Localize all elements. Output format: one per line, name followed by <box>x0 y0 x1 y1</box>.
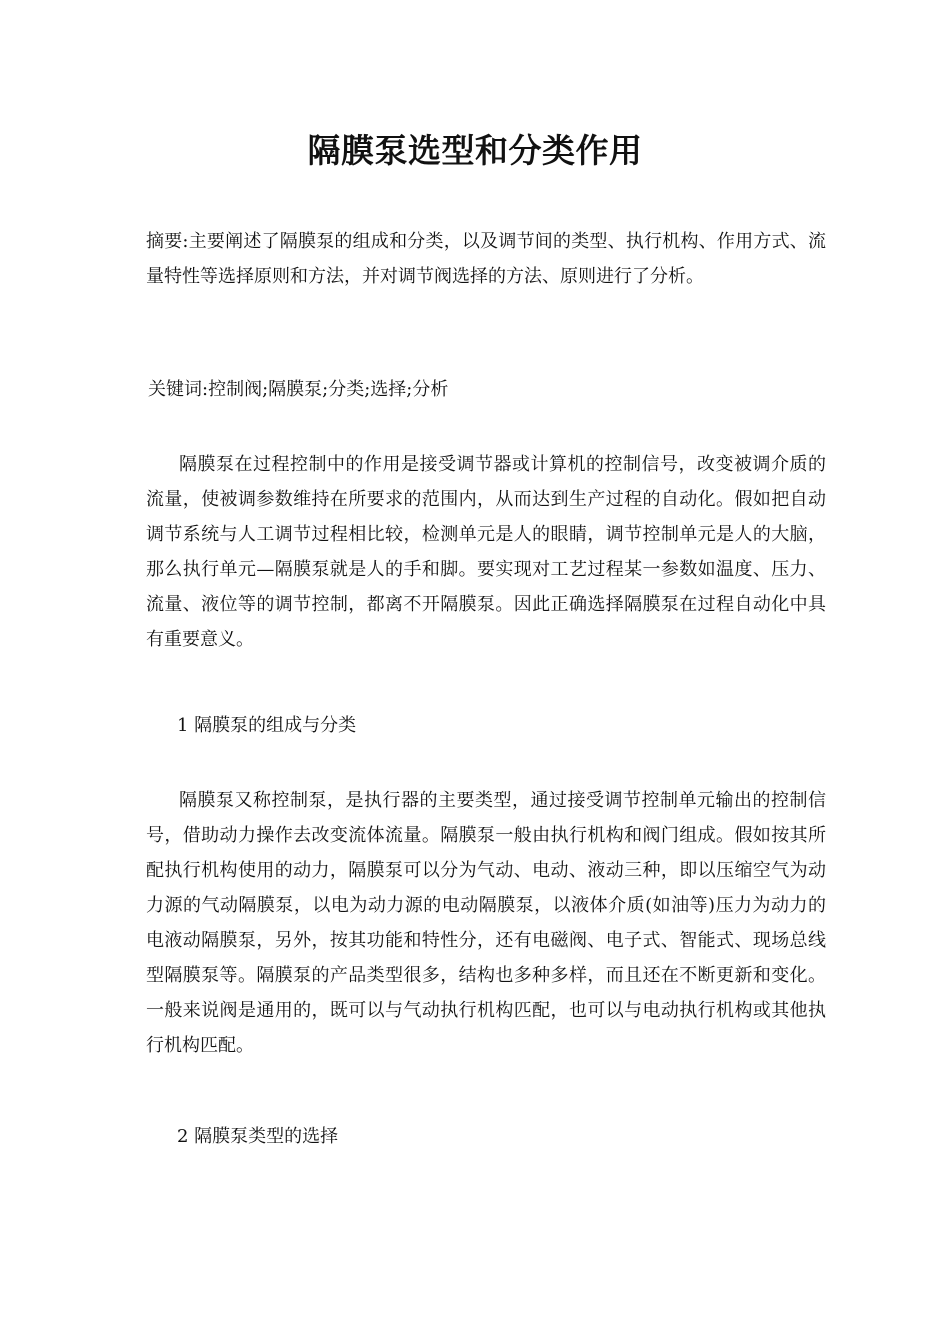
abstract-paragraph: 摘要:主要阐述了隔膜泵的组成和分类，以及调节间的类型、执行机构、作用方式、流量特性等选择原则和方法，并对调节阀选择的方法、原则进行了分析。 <box>146 231 826 287</box>
section-2-heading: 2 隔膜泵类型的选择 <box>177 1126 339 1147</box>
section-1-heading: 1 隔膜泵的组成与分类 <box>177 715 357 736</box>
intro-paragraph: 隔膜泵在过程控制中的作用是接受调节器或计算机的控制信号，改变被调介质的流量，使被调参数维持在所要求的范围内，从而达到生产过程的自动化。假如把自动调节系统与人工调节过程相比较，检测单元是人的眼睛，调节控制单元是人的大脑，那么执行单元—隔膜泵就是人的手和脚。要实现对工艺过程某一参数如温度、压力、流量、液位等的调节控制，都离不开隔膜泵。因此正确选择隔膜泵在过程自动化中具有重要意义。 <box>146 454 826 650</box>
keywords-line: 关键词:控制阀;隔膜泵;分类;选择;分析 <box>148 379 449 400</box>
section-1-paragraph: 隔膜泵又称控制泵，是执行器的主要类型，通过接受调节控制单元输出的控制信号，借助动力操作去改变流体流量。隔膜泵一般由执行机构和阀门组成。假如按其所配执行机构使用的动力，隔膜泵可以分为气动、电动、液动三种，即以压缩空气为动力源的气动隔膜泵，以电为动力源的电动隔膜泵，以液体介质(如油等)压力为动力的电液动隔膜泵，另外，按其功能和特性分，还有电磁阀、电子式、智能式、现场总线型隔膜泵等。隔膜泵的产品类型很多，结构也多种多样，而且还在不断更新和变化。一般来说阀是通用的，既可以与气动执行机构匹配，也可以与电动执行机构或其他执行机构匹配。 <box>146 790 826 1056</box>
document-title: 隔膜泵选型和分类作用 <box>307 131 643 170</box>
